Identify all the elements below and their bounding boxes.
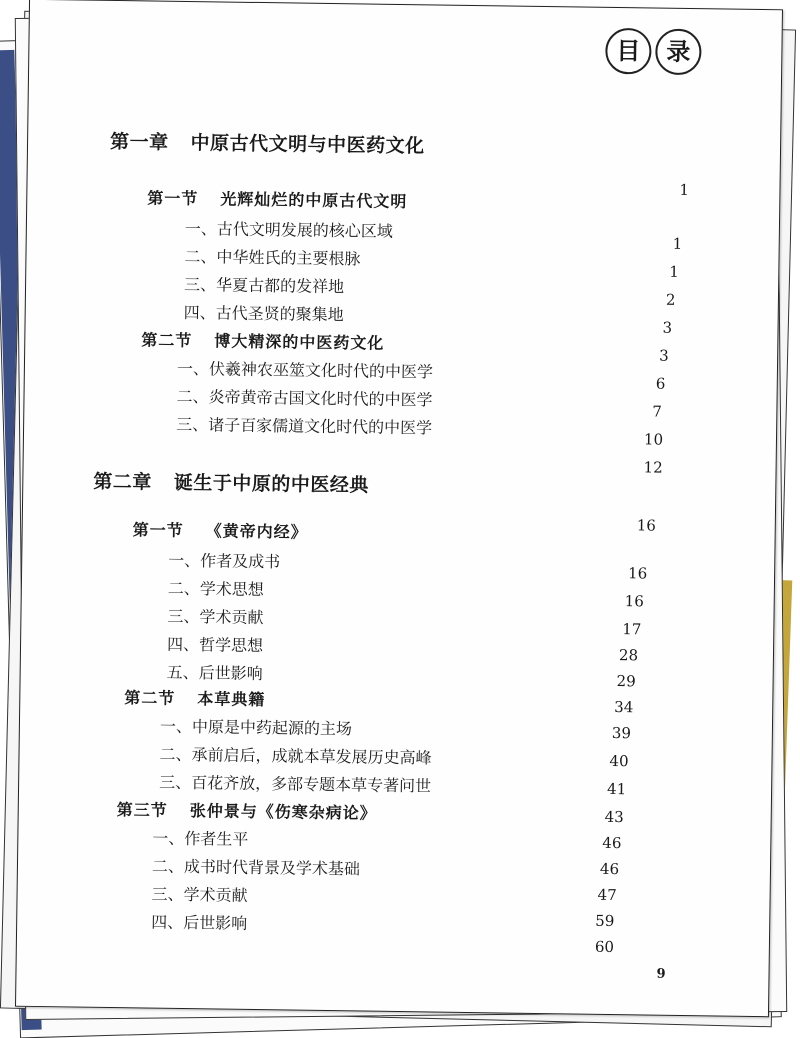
page-number: 60 xyxy=(594,937,615,957)
page-number: 6 xyxy=(655,374,666,393)
page-number: 39 xyxy=(611,723,632,743)
toc-item[interactable]: 二、学术思想 xyxy=(167,578,264,600)
chapter-label: 第二章 xyxy=(93,470,153,494)
page-number: 40 xyxy=(609,751,629,771)
section-label: 第二节 xyxy=(124,688,176,708)
section-heading[interactable] xyxy=(141,327,384,353)
toc-item[interactable]: 一、中原是中药起源的主场 xyxy=(159,716,353,739)
page-number: 1 xyxy=(679,180,690,200)
page-number: 43 xyxy=(604,807,624,827)
page-folio: 9 xyxy=(656,966,666,982)
chapter-2-heading[interactable] xyxy=(93,467,369,498)
page-number: 1 xyxy=(672,234,683,253)
section-title: 张仲景与《伤寒杂病论》 xyxy=(189,801,377,823)
page-number: 46 xyxy=(599,859,620,879)
page-number: 1 xyxy=(669,262,679,281)
page-number: 41 xyxy=(606,779,627,799)
toc-seal-char-2: 录 xyxy=(655,29,702,76)
chapter-label: 第一章 xyxy=(109,130,169,154)
page-number: 2 xyxy=(665,290,676,309)
section-label: 第一节 xyxy=(132,520,184,540)
toc-item[interactable]: 三、华夏古都的发祥地 xyxy=(183,274,345,297)
section-heading[interactable] xyxy=(133,517,308,542)
page-number: 59 xyxy=(595,911,615,931)
page-number: 34 xyxy=(614,698,634,717)
toc-item[interactable]: 一、伏羲神农巫筮文化时代的中医学 xyxy=(176,358,434,382)
toc-item[interactable]: 三、诸子百家儒道文化时代的中医学 xyxy=(176,414,433,438)
section-title: 本草典籍 xyxy=(197,689,266,710)
toc-item[interactable]: 二、炎帝黄帝古国文化时代的中医学 xyxy=(176,386,433,410)
page-number: 46 xyxy=(602,833,622,853)
page-number: 28 xyxy=(618,646,639,665)
section-title: 博大精深的中医药文化 xyxy=(214,331,385,353)
section-title: 光辉灿烂的中原古代文明 xyxy=(220,189,408,212)
toc-item[interactable]: 二、中华姓氏的主要根脉 xyxy=(184,246,361,269)
section-title: 《黄帝内经》 xyxy=(205,521,308,542)
page-number: 10 xyxy=(643,430,664,449)
toc-item[interactable]: 三、学术贡献 xyxy=(151,884,248,905)
toc-item[interactable]: 三、百花齐放，多部专题本草专著问世 xyxy=(159,772,432,796)
toc-item[interactable]: 四、后世影响 xyxy=(151,912,248,933)
toc-item[interactable]: 一、作者及成书 xyxy=(168,550,281,572)
section-label: 第一节 xyxy=(147,188,199,209)
section-heading[interactable] xyxy=(124,685,265,710)
page-number: 16 xyxy=(624,592,644,611)
chapter-title: 中原古代文明与中医药文化 xyxy=(190,132,425,158)
section-label: 第二节 xyxy=(141,330,193,351)
toc-item[interactable]: 五、后世影响 xyxy=(166,662,263,684)
page-number: 3 xyxy=(662,318,673,337)
page-number: 29 xyxy=(616,672,636,691)
toc-item[interactable]: 三、学术贡献 xyxy=(167,606,264,628)
toc-item[interactable]: 一、作者生平 xyxy=(152,828,249,849)
page-number: 16 xyxy=(636,516,656,535)
toc-seal-char-1: 目 xyxy=(605,28,652,75)
page-number: 16 xyxy=(627,564,648,583)
section-heading[interactable] xyxy=(117,797,377,824)
page-number: 7 xyxy=(652,402,663,421)
toc-item[interactable]: 四、哲学思想 xyxy=(166,634,264,656)
section-label: 第三节 xyxy=(116,800,168,820)
section-heading[interactable] xyxy=(147,185,407,212)
page-number: 12 xyxy=(643,458,663,477)
toc-item[interactable]: 二、承前启后，成就本草发展历史高峰 xyxy=(159,744,432,768)
toc-page xyxy=(15,0,783,1017)
toc-item[interactable]: 一、古代文明发展的核心区域 xyxy=(184,218,394,241)
chapter-title: 诞生于中原的中医经典 xyxy=(173,471,369,497)
chapter-1-heading[interactable] xyxy=(110,127,425,158)
page-number: 3 xyxy=(659,346,669,365)
toc-item[interactable]: 二、成书时代背景及学术基础 xyxy=(151,856,361,879)
page-number: 47 xyxy=(597,885,617,905)
toc-item[interactable]: 四、古代圣贤的聚集地 xyxy=(183,302,344,325)
page-number: 17 xyxy=(622,620,642,639)
